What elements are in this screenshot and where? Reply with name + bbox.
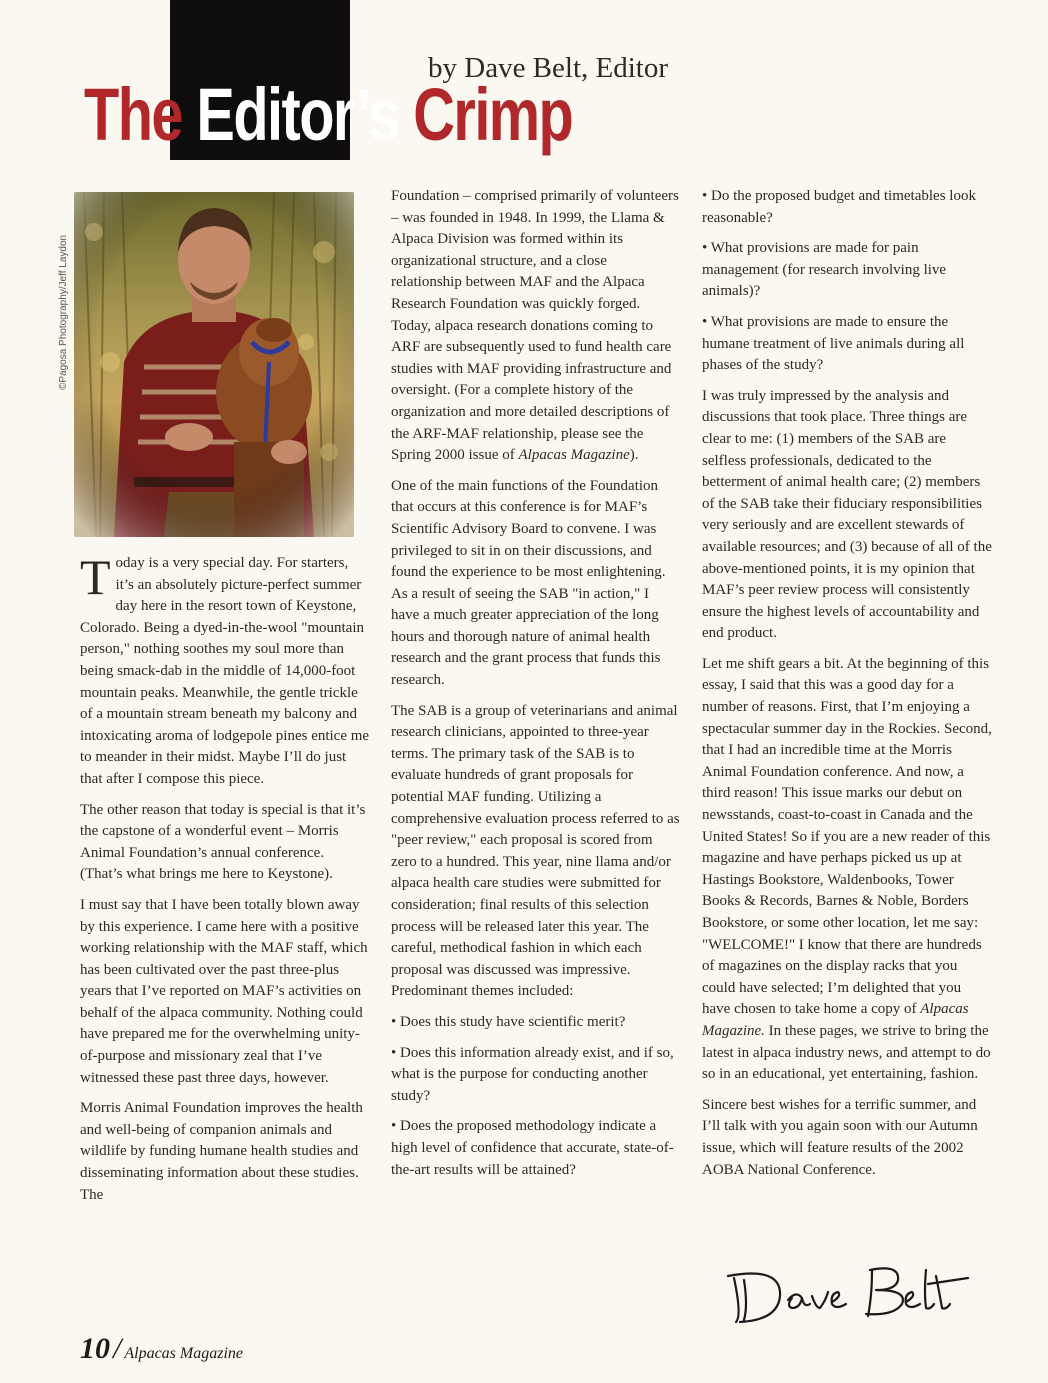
magazine-name: Alpacas Magazine [124, 1345, 243, 1362]
paragraph-text: In these pages, we strive to bring the latest in alpaca industry news, and attempt to do so in an educational, yet entertaining, fashion. [702, 1022, 991, 1083]
paragraph: I must say that I have been totally blown away by this experience. I came here with a positive working relationship with the MAF staff, which has been cultivated over the past three-plus years that I’ve reported on MAF’s activities on behalf of the alpaca community. Nothing could have prepared me for the overwhelming unity-of-purpose and missionary zeal that I’ve witnessed these past three days, however. [80, 896, 368, 1086]
bullet-item: • Do the proposed budget and timetables look reasonable? [702, 188, 976, 226]
editor-photo [74, 192, 354, 537]
magazine-title: Alpacas Magazine [518, 447, 630, 464]
bullet-item: • Does this study have scientific merit? [391, 1013, 626, 1030]
paragraph: One of the main functions of the Foundation that occurs at this conference is for MAF’s Scientific Advisory Board to convene. I was privileged to sit in on their discussions, and found the experience to be most enlightening. As a result of seeing the SAB "in action," I have a much greater appreciation of the long hours and thorough nature of animal health research and the grant process that funds this research. [391, 477, 666, 689]
paragraph [391, 186, 681, 467]
paragraph-text: ). [629, 447, 639, 464]
paragraph [702, 654, 992, 1086]
bullet-item: • What provisions are made to ensure the humane treatment of live animals during all phases of the study? [702, 313, 965, 374]
article-column-3 [702, 186, 992, 1190]
page-number: 10 [80, 1332, 110, 1365]
title-word-the: The [84, 73, 182, 156]
editor-with-alpaca-illustration [74, 192, 354, 537]
bullet-item: • Does this information already exist, and if so, what is the purpose for conducting another study? [391, 1044, 674, 1104]
drop-cap: T [80, 549, 111, 605]
paragraph: I was truly impressed by the analysis and discussions that took place. Three things are clear to me: (1) members of the SAB are selfless professionals, dedicated to the betterment of animal health care; (2) members of the SAB take their fiduciary responsibilities very seriously and are excellent stewards of available resources; and (3) because of all of the above-mentioned points, it is my opinion that MAF’s peer review process will consistently ensure the highest levels of accountability and end product. [702, 387, 992, 642]
paragraph: Sincere best wishes for a terrific summer, and I’ll talk with you again soon with our Autumn issue, which will feature results of the 2002 AOBA National Conference. [702, 1096, 978, 1178]
photo-credit: ©Pagosa Photography/Jeff Laydon [58, 234, 69, 390]
paragraph: The SAB is a group of veterinarians and animal research clinicians, appointed to three-year terms. The primary task of the SAB is to evaluate hundreds of grant proposals for potential MAF funding. Utilizing a comprehensive evaluation process referred to as "peer review," each proposal is scored from zero to a hundred. This year, nine llama and/or alpaca health care studies were submitted for consideration; final results of this selection process will be released later this year. The careful, methodical fashion in which each proposal was discussed was impressive. Predominant themes included: [391, 702, 680, 1000]
bullet-item: • Does the proposed methodology indicate a high level of confidence that accurate, state-of-the-art results will be attained? [391, 1118, 674, 1178]
byline: by Dave Belt, Editor [428, 52, 669, 84]
paragraph-text: oday is a very special day. For starters, it’s an absolutely picture-perfect summer day here in the resort town of Keystone, Colorado. Being a dyed-in-the-wool "mountain person," nothing soothes my soul more than being smack-dab in the middle of 14,000-foot mountain peaks. Meanwhile, the gentle trickle of a mountain stream beneath my balcony and intoxicating aroma of lodgepole pines entice me to meander in their midst. Maybe I’ll do just that after I compose this piece. [80, 555, 370, 787]
signature-image [722, 1256, 982, 1328]
page-folio [80, 1332, 243, 1366]
folio-separator: / [113, 1332, 122, 1365]
title-word-crimp: Crimp [413, 73, 573, 156]
bullet-item: • What provisions are made for pain management (for research involving live animals)? [702, 240, 947, 300]
paragraph-text: Foundation – comprised primarily of volunteers – was founded in 1948. In 1999, the Llama & Alpaca Division was formed within its organizational structure, and a close relationship between MAF and the Alpaca Research Foundation was quickly forged. Today, alpaca research donations coming to ARF are subsequently used to fund health care studies with MAF providing infrastructure and oversight. (For a complete history of the organization and more detailed descriptions of the ARF-MAF relationship, please see the Spring 2000 issue of [391, 188, 679, 464]
article-column-2 [391, 186, 681, 1190]
article-column-1 [80, 549, 370, 1215]
paragraph: Morris Animal Foundation improves the health and well-being of companion animals and wildlife by funding humane health studies and disseminating information about these studies. The [80, 1100, 363, 1203]
paragraph: The other reason that today is special is that it’s the capstone of a wonderful event – Morris Animal Foundation’s annual conference. (That’s what brings me here to Keystone). [80, 801, 366, 883]
magazine-title: Alpacas Magazine. [702, 1001, 969, 1039]
paragraph-text: Let me shift gears a bit. At the beginning of this essay, I said that this was a good day for a number of reasons. First, that I’m enjoying a spectacular summer day in the Rockies. Second, that I had an incredible time at the Morris Animal Foundation conference. And now, a third reason! This issue marks our debut on newsstands, coast-to-coast in Canada and the United States! So if you are a new reader of this magazine and have perhaps picked us up at Hastings Bookstore, Waldenbooks, Tower Books & Records, Barnes & Noble, Borders Bookstore, or some other location, let me say: "WELCOME!" I know that there are hundreds of magazines on the display racks that you could have selected; I’m delighted that you have chosen to take home a copy of [702, 655, 992, 1018]
paragraph [80, 549, 370, 791]
title-word-editors: Editor’s [196, 73, 399, 156]
